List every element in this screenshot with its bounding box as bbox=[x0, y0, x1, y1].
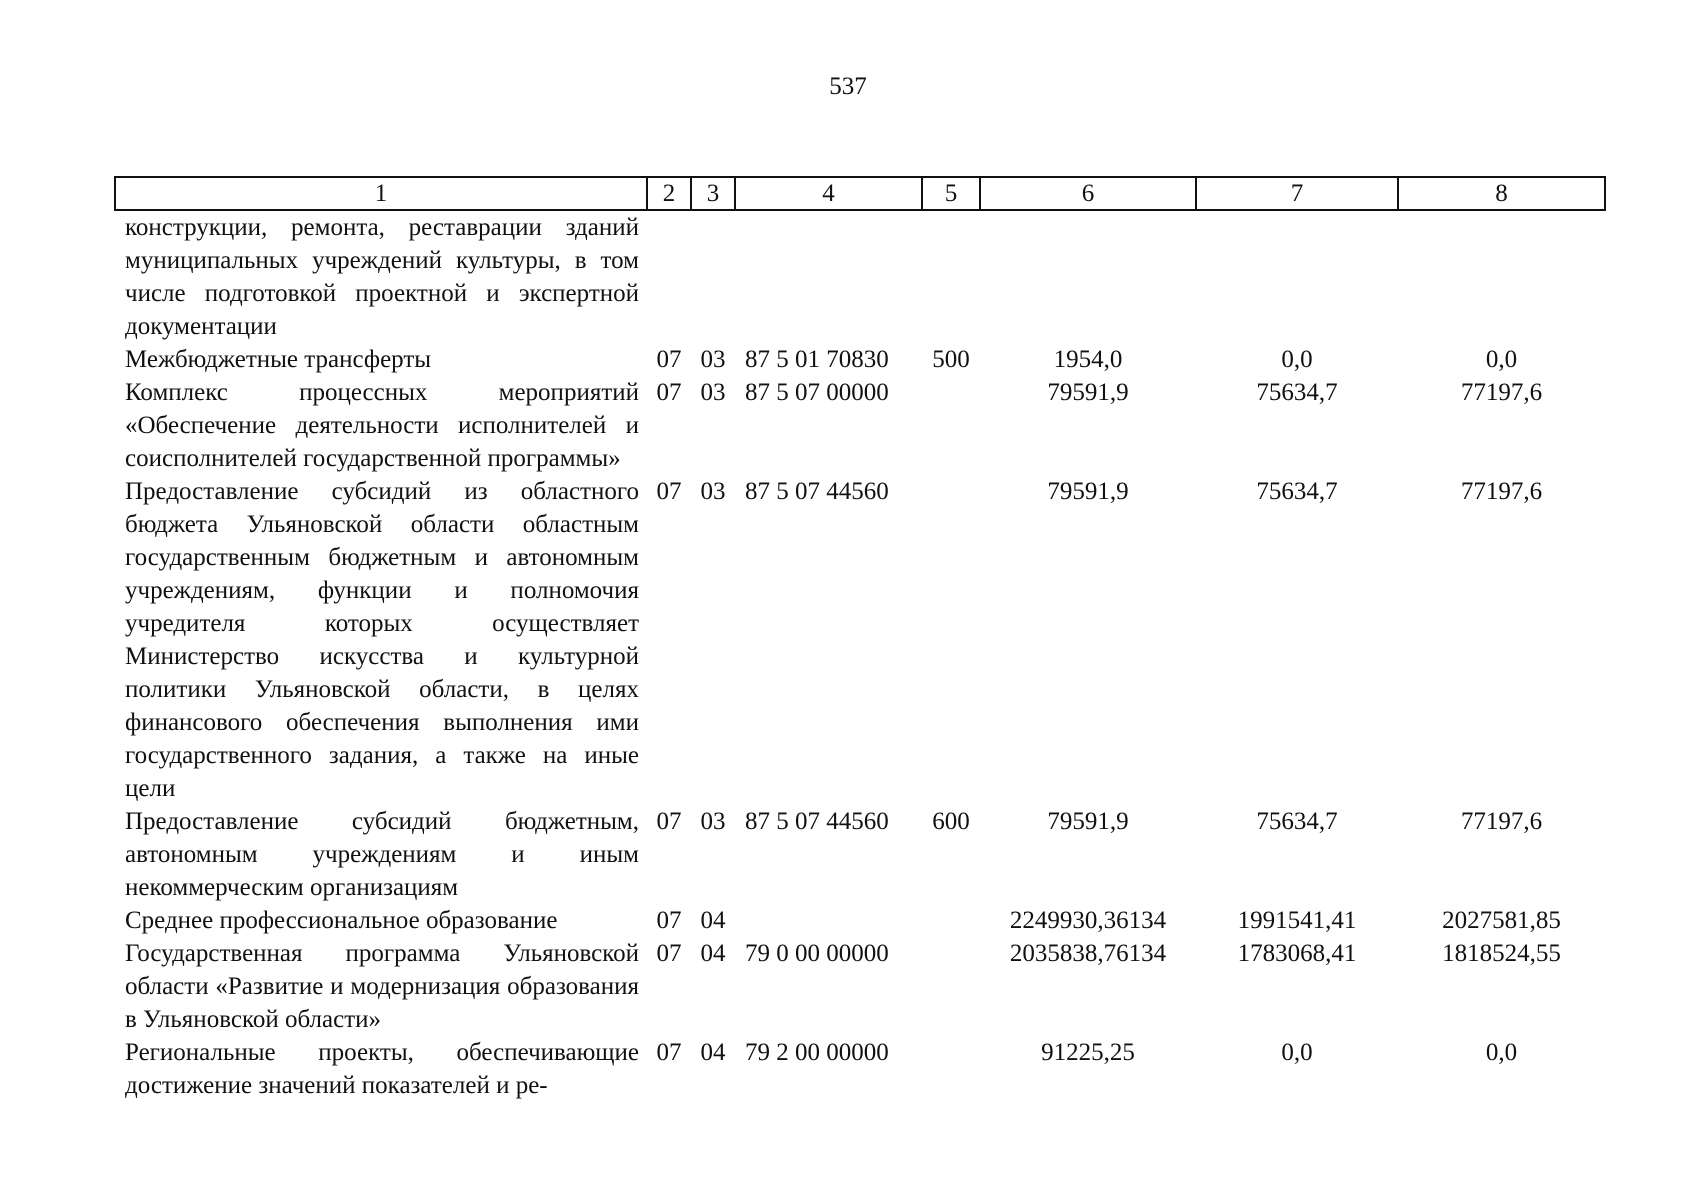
row-subsection: 03 bbox=[700, 808, 726, 835]
row-amount-2: 75634,7 bbox=[1256, 379, 1338, 406]
row-section: 07 bbox=[656, 478, 682, 505]
row-amount-3: 77197,6 bbox=[1460, 808, 1543, 835]
row-section: 07 bbox=[656, 346, 682, 373]
row-amount-1: 2035838,76134 bbox=[1009, 940, 1167, 967]
row-amount-3: 77197,6 bbox=[1460, 379, 1543, 406]
row-name: Предоставление субсидий из областного бюджета Ульяновской области областным государственным бюджетным и автономным учреждениям, функции и полномочия учредителя которых осуществляет Министерство искусства и культурной политики Ульяновской области, в целях финансового обеспечения выполнения ими государственного задания, а также на иные цели bbox=[125, 478, 639, 802]
row-name: Комплекс процессных мероприятий «Обеспечение деятельности исполнителей и соисполнителей государственной программы» bbox=[125, 379, 639, 472]
row-target-code: 87 5 07 00000 bbox=[745, 379, 889, 406]
row-name: конструкции, ремонта, реставрации зданий муниципальных учреждений культуры, в том числе подготовкой проектной и экспертной документации bbox=[125, 214, 639, 340]
row-amount-3: 77197,6 bbox=[1460, 478, 1543, 505]
row-target-code: 79 2 00 00000 bbox=[745, 1039, 889, 1066]
table-row bbox=[115, 1036, 1605, 1102]
row-name: Государственная программа Ульяновской области «Развитие и модернизация образования в Ульяновской области» bbox=[125, 940, 639, 1033]
header-cell-6: 6 bbox=[980, 177, 1196, 210]
header-cell-8: 8 bbox=[1398, 177, 1605, 210]
row-target-code bbox=[735, 904, 922, 937]
row-target-code: 79 0 00 00000 bbox=[745, 940, 889, 967]
row-amount-1: 91225,25 bbox=[1041, 1039, 1135, 1066]
row-amount-1 bbox=[980, 210, 1196, 343]
row-amount-1: 1954,0 bbox=[1053, 346, 1123, 373]
row-name: Региональные проекты, обеспечивающие достижение значений показателей и ре- bbox=[125, 1039, 639, 1099]
row-amount-1: 2249930,36134 bbox=[1009, 907, 1167, 934]
table-row bbox=[115, 937, 1605, 1036]
table-row bbox=[115, 475, 1605, 805]
row-subsection: 03 bbox=[700, 379, 726, 406]
row-subsection: 04 bbox=[700, 940, 726, 967]
header-cell-3: 3 bbox=[691, 177, 735, 210]
row-amount-2: 1991541,41 bbox=[1237, 907, 1357, 934]
row-amount-3: 2027581,85 bbox=[1442, 907, 1561, 934]
header-cell-4: 4 bbox=[735, 177, 922, 210]
row-expense-type: 600 bbox=[932, 808, 970, 835]
table-header bbox=[115, 177, 1605, 210]
row-subsection bbox=[691, 210, 735, 343]
page-number: 537 bbox=[829, 73, 867, 100]
row-subsection: 04 bbox=[700, 1039, 726, 1066]
row-subsection: 04 bbox=[700, 907, 726, 934]
row-section: 07 bbox=[656, 907, 682, 934]
row-amount-1: 79591,9 bbox=[1047, 379, 1129, 406]
budget-table bbox=[114, 176, 1606, 1102]
row-expense-type bbox=[922, 376, 980, 475]
row-expense-type bbox=[922, 1036, 980, 1102]
row-amount-2: 0,0 bbox=[1281, 1039, 1313, 1066]
row-amount-1: 79591,9 bbox=[1047, 478, 1129, 505]
row-name: Предоставление субсидий бюджетным, автономным учреждениям и иным некоммерческим организациям bbox=[125, 808, 639, 901]
row-section: 07 bbox=[656, 940, 682, 967]
table-row bbox=[115, 210, 1605, 343]
row-target-code: 87 5 07 44560 bbox=[745, 478, 889, 505]
row-subsection: 03 bbox=[700, 478, 726, 505]
row-amount-3: 0,0 bbox=[1485, 346, 1518, 373]
header-row bbox=[115, 177, 1605, 210]
row-amount-2: 0,0 bbox=[1281, 346, 1313, 373]
row-name: Среднее профессиональное образование bbox=[125, 907, 558, 934]
row-subsection: 03 bbox=[700, 346, 726, 373]
table-row bbox=[115, 904, 1605, 937]
header-cell-7: 7 bbox=[1196, 177, 1398, 210]
row-section: 07 bbox=[656, 379, 682, 406]
row-amount-2: 1783068,41 bbox=[1237, 940, 1357, 967]
row-expense-type bbox=[922, 937, 980, 1036]
table-body bbox=[115, 210, 1605, 1102]
row-expense-type bbox=[922, 475, 980, 805]
row-amount-1: 79591,9 bbox=[1047, 808, 1129, 835]
row-amount-2: 75634,7 bbox=[1256, 808, 1338, 835]
row-amount-3 bbox=[1398, 210, 1605, 343]
row-section bbox=[647, 210, 691, 343]
row-target-code: 87 5 07 44560 bbox=[745, 808, 889, 835]
row-amount-2: 75634,7 bbox=[1256, 478, 1338, 505]
row-amount-2 bbox=[1196, 210, 1398, 343]
row-target-code: 87 5 01 70830 bbox=[745, 346, 889, 373]
row-name: Межбюджетные трансферты bbox=[125, 346, 432, 373]
row-expense-type bbox=[922, 210, 980, 343]
row-section: 07 bbox=[656, 808, 682, 835]
table-row bbox=[115, 805, 1605, 904]
table-row bbox=[115, 376, 1605, 475]
header-cell-2: 2 bbox=[647, 177, 691, 210]
header-cell-1: 1 bbox=[115, 177, 647, 210]
row-amount-3: 1818524,55 bbox=[1442, 940, 1561, 967]
table-row bbox=[115, 343, 1605, 376]
row-expense-type: 500 bbox=[932, 346, 970, 373]
row-target-code bbox=[735, 210, 922, 343]
row-section: 07 bbox=[656, 1039, 682, 1066]
row-expense-type bbox=[922, 904, 980, 937]
row-amount-3: 0,0 bbox=[1485, 1039, 1518, 1066]
header-cell-5: 5 bbox=[922, 177, 980, 210]
